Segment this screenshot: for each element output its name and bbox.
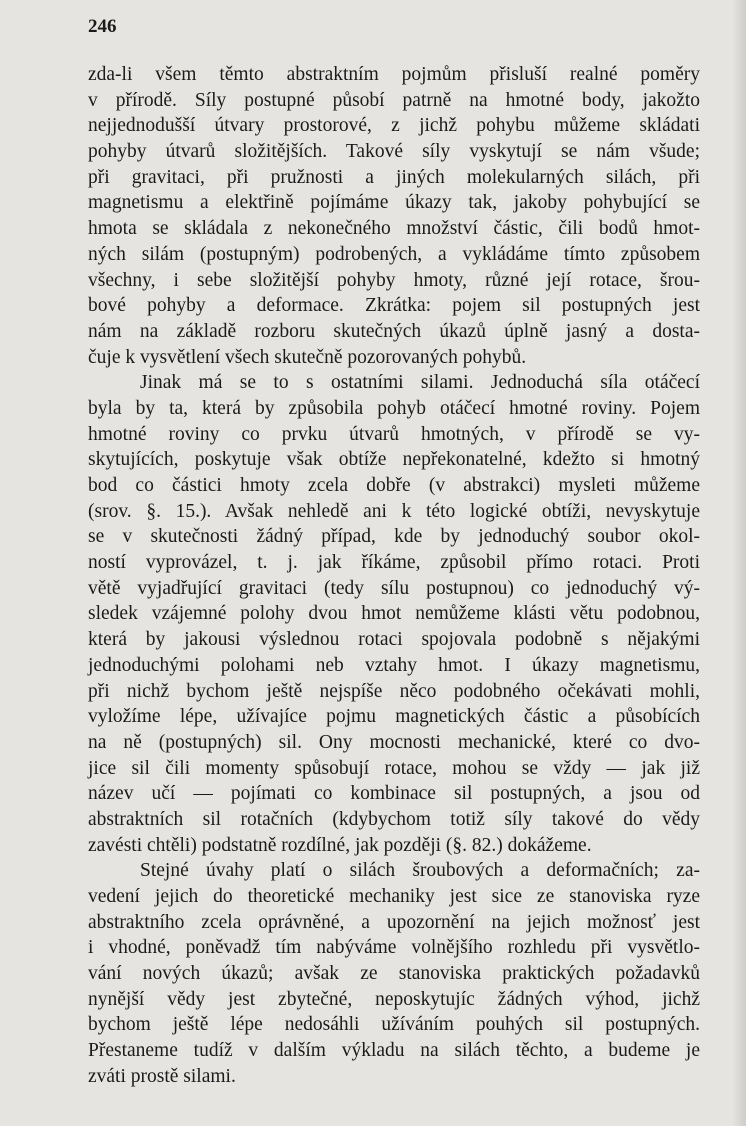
text-line: hmota se skládala z nekonečného množství částic, čili bodů hmot- [88, 218, 700, 240]
text-line: ných silám (postupným) podrobených, a vykládáme tímto způsobem [88, 243, 700, 265]
text-line: vedení jejich do theoretické mechaniky jest sice ze stanoviska ryze [88, 886, 700, 907]
body-text [88, 62, 700, 1090]
text-line: při nichž bychom ještě nejspíše něco podobného očekávati mohli, [88, 680, 700, 702]
text-line: Přestaneme tudíž v dalším výkladu na silách těchto, a budeme je [88, 1040, 700, 1062]
text-line: abstraktního zcela oprávněné, a upozornění na jejich možnosť jest [88, 911, 700, 933]
text-line: magnetismu a elektřině pojímáme úkazy tak, jakoby pohybující se [88, 192, 700, 214]
text-line: hmotné roviny co prvku útvarů hmotných, v přírodě se vy- [88, 423, 700, 445]
text-line: vání nových úkazů; avšak ze stanoviska praktických požadavků [88, 963, 700, 985]
text-line: bod co částici hmoty zcela dobře (v abstrakci) mysleti můžeme [88, 475, 700, 496]
text-line: zda-li všem těmto abstraktním pojmům přisluší realné poměry [88, 64, 700, 85]
text-line: pohyby útvarů složitějších. Takové síly vyskytují se nám všude; [88, 141, 700, 163]
text-line: Stejné úvahy platí o silách šroubových a deformačních; za- [140, 860, 700, 882]
text-line: zavésti chtěli) podstatně rozdílné, jak později (§. 82.) dokážeme. [88, 834, 592, 856]
text-line: ností vyprovázel, t. j. jak říkáme, způsobil přímo rotaci. Proti [88, 552, 700, 574]
text-line: bové pohyby a deformace. Zkrátka: pojem sil postupných jest [88, 295, 700, 317]
text-line: název učí — pojímati co kombinace sil postupných, a jsou od [88, 783, 700, 805]
text-line: nynější vědy jest zbytečné, neposkytujíc žádných výhod, jichž [88, 988, 700, 1010]
text-line: na ně (postupných) sil. Ony mocnosti mechanické, které co dvo- [88, 731, 700, 753]
text-line: v přírodě. Síly postupné působí patrně na hmotné body, jakožto [88, 89, 700, 111]
text-line: sledek vzájemné polohy dvou hmot nemůžeme klásti větu podobnou, [88, 603, 700, 625]
text-line: byla by ta, která by způsobila pohyb otáčecí hmotné roviny. Pojem [88, 397, 700, 419]
text-line: větě vyjadřující gravitaci (tedy sílu postupnou) co jednoduchý vý- [88, 577, 700, 599]
text-line: Jinak má se to s ostatními silami. Jednoduchá síla otáčecí [140, 372, 700, 394]
text-line: nejjednodušší útvary prostorové, z jichž pohybu můžeme skládati [88, 115, 700, 137]
text-line: jednoduchými polohami neb vztahy hmot. I úkazy magnetismu, [88, 654, 700, 676]
text-line: jice sil čili momenty spůsobují rotace, mohou se vždy — jak již [88, 757, 700, 779]
text-line: abstraktních sil rotačních (kdybychom totiž síly takové do vědy [88, 808, 700, 830]
page-number: 246 [88, 16, 117, 37]
text-line: všechny, i sebe složitější pohyby hmoty, různé její rotace, šrou- [88, 269, 700, 291]
text-line: při gravitaci, při pružnosti a jiných molekularných silách, při [88, 166, 700, 188]
text-line: zváti prostě silami. [88, 1065, 236, 1087]
text-line: čuje k vysvětlení všech skutečně pozorovaných pohybů. [88, 346, 527, 368]
text-line: vyložíme lépe, užívajíce pojmu magnetických částic a působících [88, 706, 700, 728]
text-line: která by jakousi výslednou rotaci spojovala podobně s nějakými [88, 629, 700, 651]
text-line: bychom ještě lépe nedosáhli užíváním pouhých sil postupných. [88, 1014, 700, 1036]
text-line: (srov. §. 15.). Avšak nehledě ani k této logické obtíži, nevyskytuje [88, 500, 700, 522]
text-line: se v skutečnosti žádný případ, kde by jednoduchý soubor okol- [88, 526, 700, 548]
text-line: nám na základě rozboru skutečných úkazů úplně jasný a dosta- [88, 320, 700, 342]
text-line: i vhodné, poněvadž tím nabýváme volnějšího rozhledu při vysvětlo- [88, 937, 700, 959]
text-line: skytujících, poskytuje však obtíže nepřekonatelné, kdežto si hmotný [88, 449, 700, 471]
